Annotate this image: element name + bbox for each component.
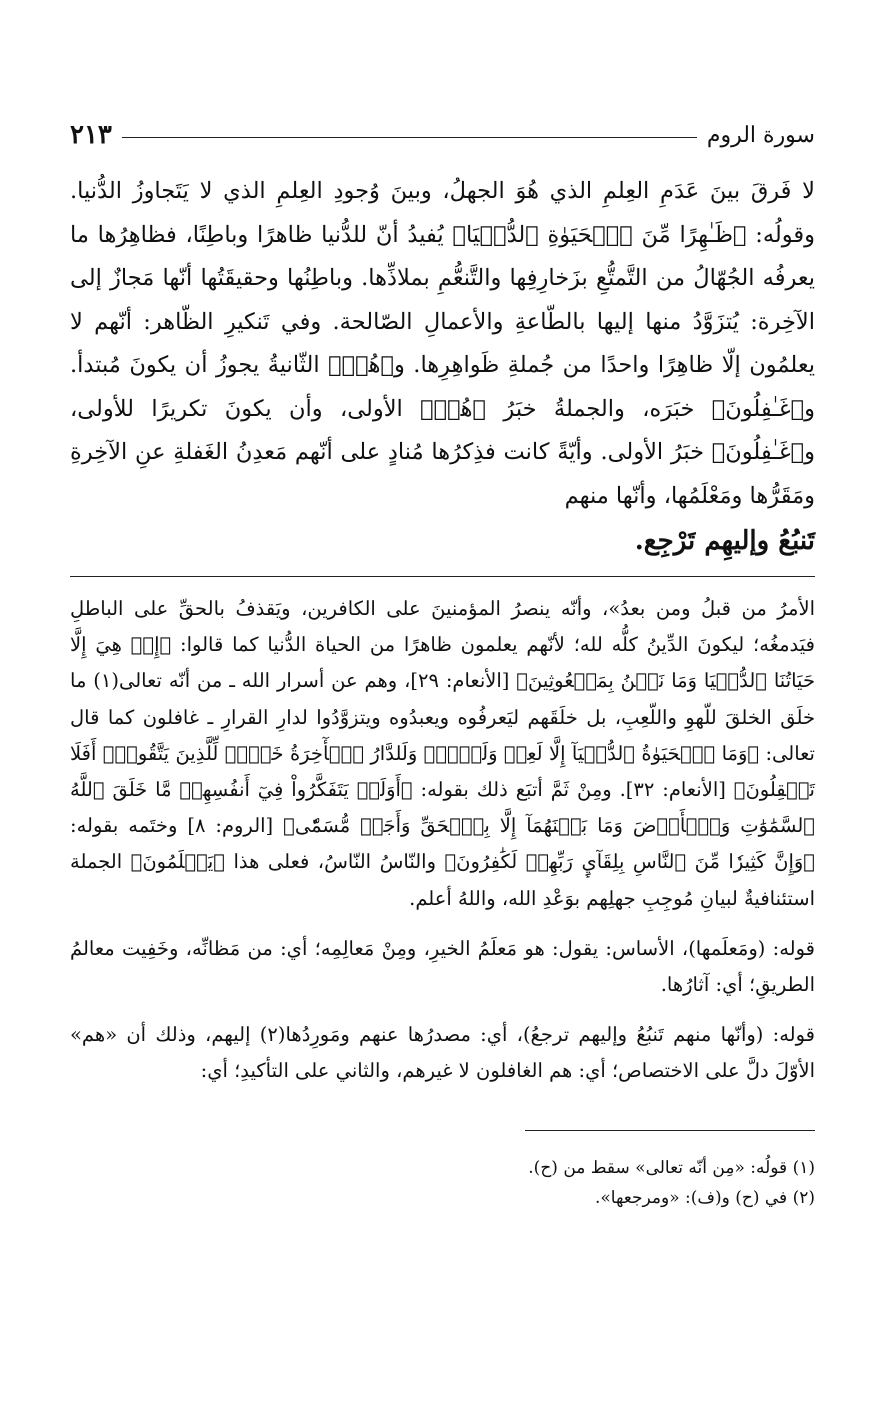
- main-paragraph: لا فَرقَ بينَ عَدَمِ العِلمِ الذي هُوَ الجهلُ، وبينَ وُجودِ العِلمِ الذي لا يَتَجاوزُ الدُّنيا. وقولُه: ﴿ظَـٰهِرًا مِّنَ ٱلۡحَيَوٰةِ ٱلدُّنۡيَا﴾ يُفيدُ أنّ للدُّنيا ظاهرًا وباطِنًا، فظاهِرُها ما يعرفُه الجُهّالُ من التَّمتُّعِ بزَخارِفِها والتَّنعُّمِ بملاذِّها. وباطِنُها وحقيقَتُها أنّها مَجازٌ إلى الآخِرة: يُتزَوَّدُ منها إليها بالطّاعةِ والأعمالِ الصّالحة. وفي تَنكيرِ الظّاهر: أنّهم لا يعلمُون إلّا ظاهِرًا واحدًا من جُملةِ ظَواهِرِها. و﴿هُمۡ﴾ الثّانيةُ يجوزُ أن يكونَ مُبتدأ. و﴿غَـٰفِلُونَ﴾ خبَرَه، والجملةُ خبَرُ ﴿هُمۡ﴾ الأولى، وأن يكونَ تكريرًا للأولى، و﴿غَـٰفِلُونَ﴾ خبَرُ الأولى. وأيّةً كانت فذِكرُها مُنادٍ على أنّهم مَعدِنُ الغَفلةِ عنِ الآخِرةِ ومَقَرُّها ومَعْلَمُها، وأنّها منهم: [70, 178, 815, 509]
- section-divider: [70, 576, 815, 577]
- commentary-paragraph-2: قوله: (ومَعلَمها)، الأساس: يقول: هو مَعلَمُ الخيرِ، ومِنْ مَعالِمِه؛ أي: من مَظانِّه، وخَفِيت معالمُ الطريقِ؛ أي: آثارُها.: [70, 936, 815, 997]
- header-rule: [122, 137, 697, 138]
- footnotes: [70, 1153, 815, 1213]
- commentary-paragraph-3: قوله: (وأنّها منهم تَنبُعُ وإليهم ترجعُ)، أي: مصدرُها عنهم ومَورِدُها(٢) إليهم، وذلك أن «هم» الأوّلَ دلَّ على الاختصاص؛ أي: هم الغافلون لا غيرهم، والثاني على التأكيدِ؛ أي:: [70, 1023, 815, 1083]
- book-page: [70, 118, 815, 1368]
- footnote-2: (٢) في (ح) و(ف): «ومرجعها».: [594, 1187, 815, 1208]
- commentary: [70, 591, 815, 1090]
- main-last-line: تَنبُعُ وإليهِم تَرْجِع.: [634, 526, 815, 556]
- footnote-1: (١) قولُه: «مِن أنّه تعالى» سقط من (ح).: [528, 1157, 815, 1178]
- main-text: [70, 170, 815, 564]
- footnote-rule: [525, 1130, 815, 1131]
- commentary-paragraph-1: الأمرُ من قبلُ ومن بعدُ»، وأنّه ينصرُ المؤمنينَ على الكافرين، ويَقذفُ بالحقِّ على الباطلِ فيَدمغُه؛ ليكونَ الدِّينُ كلُّه لله؛ لأنّهم يعلمون ظاهرًا من الحياة الدُّنيا كما قالوا: ﴿إِنۡ هِيَ إِلَّا حَيَاتُنَا ٱلدُّنۡيَا وَمَا نَحۡنُ بِمَبۡعُوثِينَ﴾ [الأنعام: ٢٩]، وهم عن أسرار الله ـ من أنّه تعالى(١) ما خلَق الخلقَ للّهوِ واللّعِبِ، بل خلَقَهم ليَعرفُوه ويعبدُوه ويتزوَّدُوا لدارِ القرارِ ـ غافلون كما قال تعالى: ﴿وَمَا ٱلۡحَيَوٰةُ ٱلدُّنۡيَآ إِلَّا لَعِبٞ وَلَهۡوٞۖ وَلَلدَّارُ ٱلۡأٓخِرَةُ خَيۡرٞ لِّلَّذِينَ يَتَّقُونَۚ أَفَلَا تَعۡقِلُونَ﴾ [الأنعام: ٣٢]. ومِنْ ثَمَّ أتبَع ذلك بقوله: ﴿أَوَلَمۡ يَتَفَكَّرُواْ فِيٓ أَنفُسِهِمۗ مَّا خَلَقَ ٱللَّهُ ٱلسَّمَٰوَٰتِ وَٱلۡأَرۡضَ وَمَا بَيۡنَهُمَآ إِلَّا بِٱلۡحَقِّ وَأَجَلٖ مُّسَمّٗى﴾ [الروم: ٨] وختَمه بقوله: ﴿وَإِنَّ كَثِيرٗا مِّنَ ٱلنَّاسِ بِلِقَآيِٕ رَبِّهِمۡ لَكَٰفِرُونَ﴾ والنّاسُ النّاسُ، فعلى هذا ﴿يَعۡلَمُونَ﴾ الجملة استئنافيةٌ لبيانِ مُوجِبِ جهلِهم بوَعْدِ الله، واللهُ أعلم.: [70, 597, 815, 910]
- surah-title: سورة الروم: [706, 122, 815, 148]
- page-header: [70, 118, 815, 152]
- page-number: ٢١٣: [70, 120, 112, 150]
